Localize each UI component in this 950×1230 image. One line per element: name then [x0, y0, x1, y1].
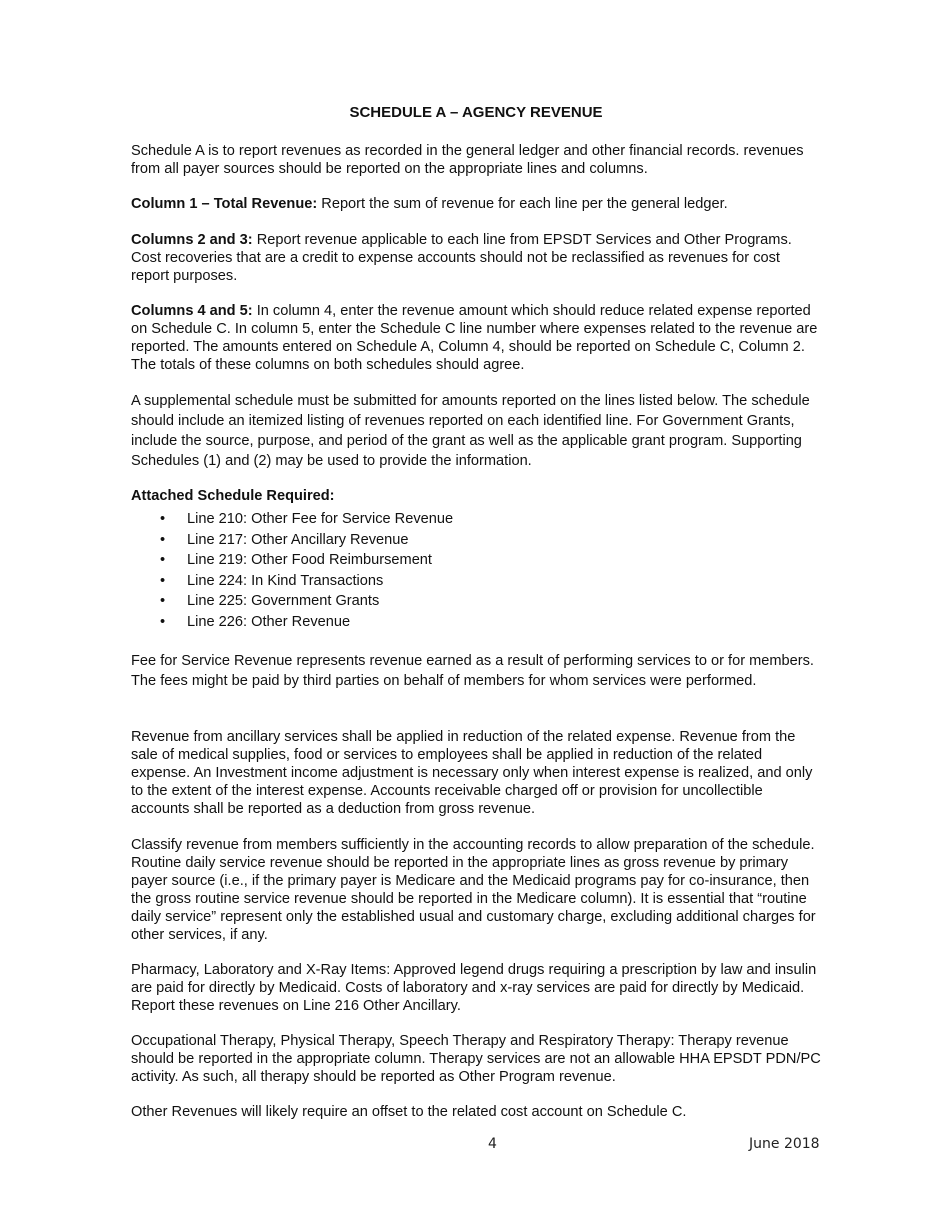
list-item: • Line 226: Other Revenue: [131, 612, 453, 633]
columns-2-3-text: Report revenue applicable to each line from EPSDT Services and Other Programs. Cost recoveries that are a credit to expense accounts should not be reclassified as revenues for cost report purposes.: [131, 232, 792, 284]
columns-4-5-paragraph: [131, 302, 821, 374]
intro-paragraph: Schedule A is to report revenues as recorded in the general ledger and other financial records. revenues from all payer sources should be reported on the appropriate lines and columns.: [131, 143, 804, 177]
columns-2-3-paragraph: [131, 231, 821, 285]
fee-for-service-paragraph: Fee for Service Revenue represents revenue earned as a result of performing services to or for members. The fees might be paid by third parties on behalf of members for whom services were performed.: [131, 653, 814, 689]
list-item: • Line 210: Other Fee for Service Revenue: [131, 509, 453, 530]
bullet-icon: •: [160, 593, 166, 610]
list-item: • Line 224: In Kind Transactions: [131, 571, 453, 592]
attached-schedule-heading: Attached Schedule Required:: [131, 488, 335, 504]
column-1-paragraph: [131, 195, 821, 213]
column-1-label: Column 1 – Total Revenue:: [131, 196, 318, 212]
column-1-text: Report the sum of revenue for each line per the general ledger.: [317, 196, 728, 212]
therapy-paragraph: Occupational Therapy, Physical Therapy, Speech Therapy and Respiratory Therapy: Therapy revenue should be reported in the appropriate column. Therapy services are not an allowable HHA EPSDT PDN/PC activity. As such, all therapy should be reported as Other Program revenue.: [131, 1033, 821, 1085]
supplemental-paragraph: A supplemental schedule must be submitted for amounts reported on the lines listed below. The schedule should include an itemized listing of revenues reported on each identified line. For Government Grants, include the source, purpose, and period of the grant as well as the applicable grant program. Supporting Schedules (1) and (2) may be used to provide the information.: [131, 393, 810, 469]
page-title: SCHEDULE A – AGENCY REVENUE: [349, 104, 603, 121]
bullet-icon: •: [160, 613, 166, 630]
page-number: 4: [488, 1136, 497, 1152]
list-item: • Line 217: Other Ancillary Revenue: [131, 530, 453, 551]
columns-2-3-label: Columns 2 and 3:: [131, 232, 253, 248]
other-revenues-paragraph: Other Revenues will likely require an offset to the related cost account on Schedule C.: [131, 1104, 687, 1120]
bullet-icon: •: [160, 552, 166, 569]
pharmacy-paragraph: Pharmacy, Laboratory and X-Ray Items: Approved legend drugs requiring a prescription by law and insulin are paid for directly by Medicaid. Costs of laboratory and x-ray services are paid for directly by Medicaid. Report these revenues on Line 216 Other Ancillary.: [131, 962, 817, 1014]
footer-date: June 2018: [749, 1136, 820, 1152]
list-item: • Line 219: Other Food Reimbursement: [131, 550, 453, 571]
bullet-icon: •: [160, 572, 166, 589]
classify-paragraph: Classify revenue from members sufficiently in the accounting records to allow preparation of the schedule. Routine daily service revenue should be reported in the appropriate lines as gross revenue by primary payer source (i.e., if the primary payer is Medicare and the Medicaid programs pay for co-insurance, then the gross routine service revenue should be reported in the Medicare column). It is essential that “routine daily service” represent only the established usual and customary charge, excluding additional charges for other services, if any.: [131, 837, 816, 943]
columns-4-5-label: Columns 4 and 5:: [131, 303, 253, 319]
bullet-icon: •: [160, 511, 166, 527]
ancillary-paragraph: Revenue from ancillary services shall be applied in reduction of the related expense. Revenue from the sale of medical supplies, food or services to employees shall be applied in reduction of the related expense. An Investment income adjustment is necessary only when interest expense is realized, and only to the extent of the interest expense. Accounts receivable charged off or provision for uncollectible accounts shall be reported as a deduction from gross revenue.: [131, 729, 813, 817]
list-item: • Line 225: Government Grants: [131, 591, 453, 612]
attached-schedule-list: [131, 509, 453, 633]
columns-4-5-text: In column 4, enter the revenue amount which should reduce related expense reported on Schedule C. In column 5, enter the Schedule C line number where expenses related to the revenue are reported. The amounts entered on Schedule A, Column 4, should be reported on Schedule C, Column 2. The totals of these columns on both schedules should agree.: [131, 303, 818, 373]
bullet-icon: •: [160, 531, 166, 548]
